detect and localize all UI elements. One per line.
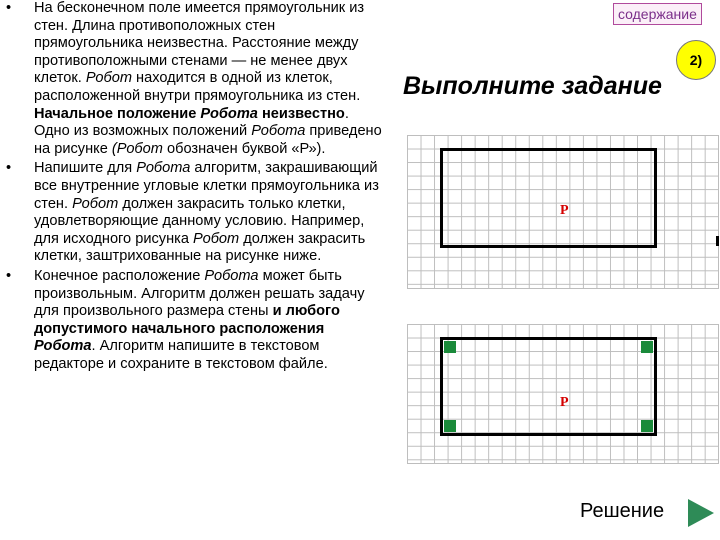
b3-text-1: Конечное расположение [34,267,205,284]
b2-robot-2: Робот [72,195,119,212]
result-field-grid [407,324,719,464]
b3-bold-1: и любого допустимого начального расположения Робота [34,303,340,355]
b3-text-3: . Алгоритм напишите в текстовом редакторе и сохраните в текстовом файле. [34,338,328,372]
b1-bold-1: Начальное положение Робота неизвестно [34,105,345,122]
contents-button[interactable]: содержание [613,3,702,25]
b1-robot-2: Робота [251,123,306,140]
robot-marker: Р [560,395,569,410]
b2-text-2: алгоритм, закрашивающий все внутренние угловые клетки прямоугольника из стен. [34,160,379,212]
task-description [6,0,386,373]
painted-cell-bottom-left [444,420,456,432]
initial-field-grid [407,135,719,289]
bullet-icon: • [6,0,12,16]
b1-text-4: приведено на рисунке [34,123,382,157]
wall-rectangle [440,337,657,436]
task-number-badge: 2) [676,40,716,80]
bullet-icon: • [6,267,12,284]
painted-cell-top-right [641,341,653,353]
bullet-item-1 [6,0,386,158]
b2-text-4: должен закрасить клетки, заштрихованные на рисунке ниже. [34,230,366,265]
b1-paren-open: ( [111,140,117,157]
b1-robot-3: Робот [116,140,163,157]
b1-robot-1: Робот [85,70,132,87]
b1-text-2: находится в одной из клеток, расположенной внутри прямоугольника из стен. [34,70,361,104]
painted-cell-bottom-right [641,420,653,432]
b1-text-5: обозначен буквой «Р»). [162,140,326,157]
solution-label: Решение [580,500,665,522]
painted-cell-top-left [444,341,456,353]
b3-robot-1: Робота [204,267,259,284]
edge-tick [716,236,719,246]
b1-text-3: . Одно из возможных положений [34,105,349,140]
b1-text: На бесконечном поле имеется прямоугольник из стен. Длина противоположных стен прямоугольника неизвестна. Расстояние между противоположными стенами — не менее двух клеток. [34,0,365,87]
page-title: Выполните задание [403,72,662,100]
next-arrow-button[interactable] [688,499,714,527]
b3-text-2: может быть произвольным. Алгоритм должен решать задачу для произвольного размера стены [34,267,365,320]
b2-robot-3: Робот [193,230,240,247]
bullet-item-2 [6,160,386,266]
robot-marker: Р [560,203,569,218]
b2-robot-1: Робота [136,160,191,177]
b2-text-3: должен закрасить только клетки, удовлетворяющие данному условию. Например, для исходного рисунка [34,195,365,247]
wall-rectangle [440,148,657,248]
bullet-item-3 [6,268,386,374]
bullet-icon: • [6,160,12,177]
b2-text-1: Напишите для [34,160,137,177]
